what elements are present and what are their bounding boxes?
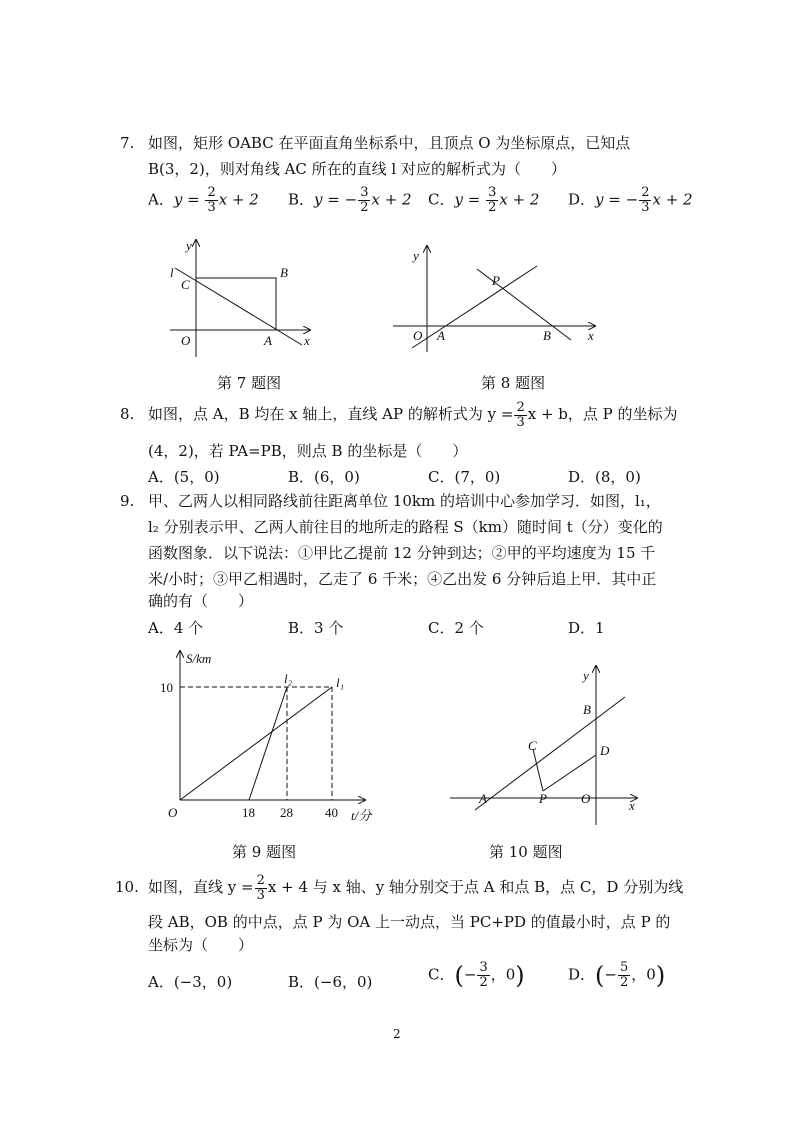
q9-option-d: D．1 [568,619,605,637]
q8-option-b: B．(6，0) [288,468,360,486]
segment-pc [533,749,543,791]
figure-8-caption: 第 8 题图 [481,374,546,392]
label-l1: l₁ [336,675,345,690]
label-o: O [581,791,591,806]
label-x: x [588,328,594,343]
label-x: x [629,798,635,813]
q7-number: 7. [120,134,135,152]
label-c: C [181,277,190,292]
q7-option-b: B．y = − $\frac{3}{2}$ x + 2 [288,185,412,215]
label-c: C [528,738,537,753]
q10-text-line3: 坐标为（ ） [148,936,254,954]
label-p: P [539,791,547,806]
q8-text-line2: (4，2)，若 PA=PB，则点 B 的坐标是（ ） [148,442,468,460]
tick-40: 40 [325,805,338,820]
q8-option-a: A．(5，0) [148,468,220,486]
label-y: y [413,248,419,263]
label-y: y [186,238,192,253]
q9-option-c: C．2 个 [428,619,484,637]
q9-number: 9. [120,492,135,510]
q9-text-line1: 甲、乙两人以相同路线前往距离单位 10km 的培训中心参加学习．如图，l₁， [148,492,661,510]
q10-text-line2: 段 AB，OB 的中点，点 P 为 OA 上一动点，当 PC+PD 的值最小时，点 P 的 [148,913,671,931]
figure-8-diagram [385,240,605,355]
q10-option-d: D．(− $\frac{5}{2}$ ，0) [568,960,666,990]
label-t-axis: t/分 [351,808,372,823]
label-y: y [583,668,589,683]
q9-option-a: A．4 个 [148,619,204,637]
line-l2 [249,687,287,800]
label-o: O [181,333,191,348]
q7-option-c: C．y = $\frac{3}{2}$ x + 2 [428,185,540,215]
tick-18: 18 [242,805,255,820]
line-ap [412,266,537,348]
q8-number: 8. [120,405,135,423]
q9-text-line5: 确的有（ ） [148,592,254,610]
label-a: A [264,333,272,348]
line-l1 [180,687,332,800]
segment-pd [543,755,596,791]
label-a: A [437,328,445,343]
q10-option-a: A．(−3，0) [148,973,233,991]
label-b: B [280,265,288,280]
label-b: B [543,328,551,343]
q8-option-c: C．(7，0) [428,468,501,486]
figure-10-diagram [445,660,645,830]
q10-number: 10. [115,878,139,896]
figure-7-caption: 第 7 题图 [217,374,282,392]
label-x: x [304,333,310,348]
q8-text-line1: 如图，点 A，B 均在 x 轴上，直线 AP 的解析式为 y = $\frac{2}{3}$ x + b，点 P 的坐标为 [148,399,678,430]
q7-option-d: D．y = − $\frac{2}{3}$ x + 2 [568,185,693,215]
q7-text-line1: 如图，矩形 OABC 在平面直角坐标系中，且顶点 O 为坐标原点，已知点 [148,134,631,152]
tick-28: 28 [280,805,293,820]
label-o: O [168,805,178,820]
label-10: 10 [160,680,173,695]
q10-text-line1: 如图，直线 y = $\frac{2}{3}$ x + 4 与 x 轴、y 轴分别交于点 A 和点 B，点 C，D 分别为线 [148,872,684,903]
figure-10-caption: 第 10 题图 [489,843,563,861]
label-p: P [492,273,500,288]
label-o: O [413,328,423,343]
label-d: D [600,743,610,758]
page-number: 2 [393,1027,401,1041]
figure-7-diagram [160,235,320,365]
q10-option-b: B．(−6，0) [288,973,373,991]
label-l2: l₂ [284,671,293,686]
q9-text-line2: l₂ 分别表示甲、乙两人前往目的地所走的路程 S（km）随时间 t（分）变化的 [148,518,663,536]
q7-text-line2: B(3，2)，则对角线 AC 所在的直线 l 对应的解析式为（ ） [148,160,566,178]
label-l: l [170,265,174,280]
q8-option-d: D．(8，0) [568,468,641,486]
label-b: B [583,702,591,717]
figure-9-caption: 第 9 题图 [232,843,297,861]
q9-text-line4: 米/小时；③甲乙相遇时，乙走了 6 千米；④乙出发 6 分钟后追上甲．其中正 [148,570,657,588]
q9-option-b: B．3 个 [288,619,344,637]
q9-text-line3: 函数图象．以下说法：①甲比乙提前 12 分钟到达；②甲的平均速度为 15 千 [148,544,656,562]
q10-option-c: C．(− $\frac{3}{2}$ ，0) [428,960,525,990]
figure-9-graph [160,645,385,830]
label-a: A [479,791,487,806]
q7-option-a: A．y = $\frac{2}{3}$ x + 2 [148,185,259,215]
label-s-axis: S/km [186,651,212,666]
